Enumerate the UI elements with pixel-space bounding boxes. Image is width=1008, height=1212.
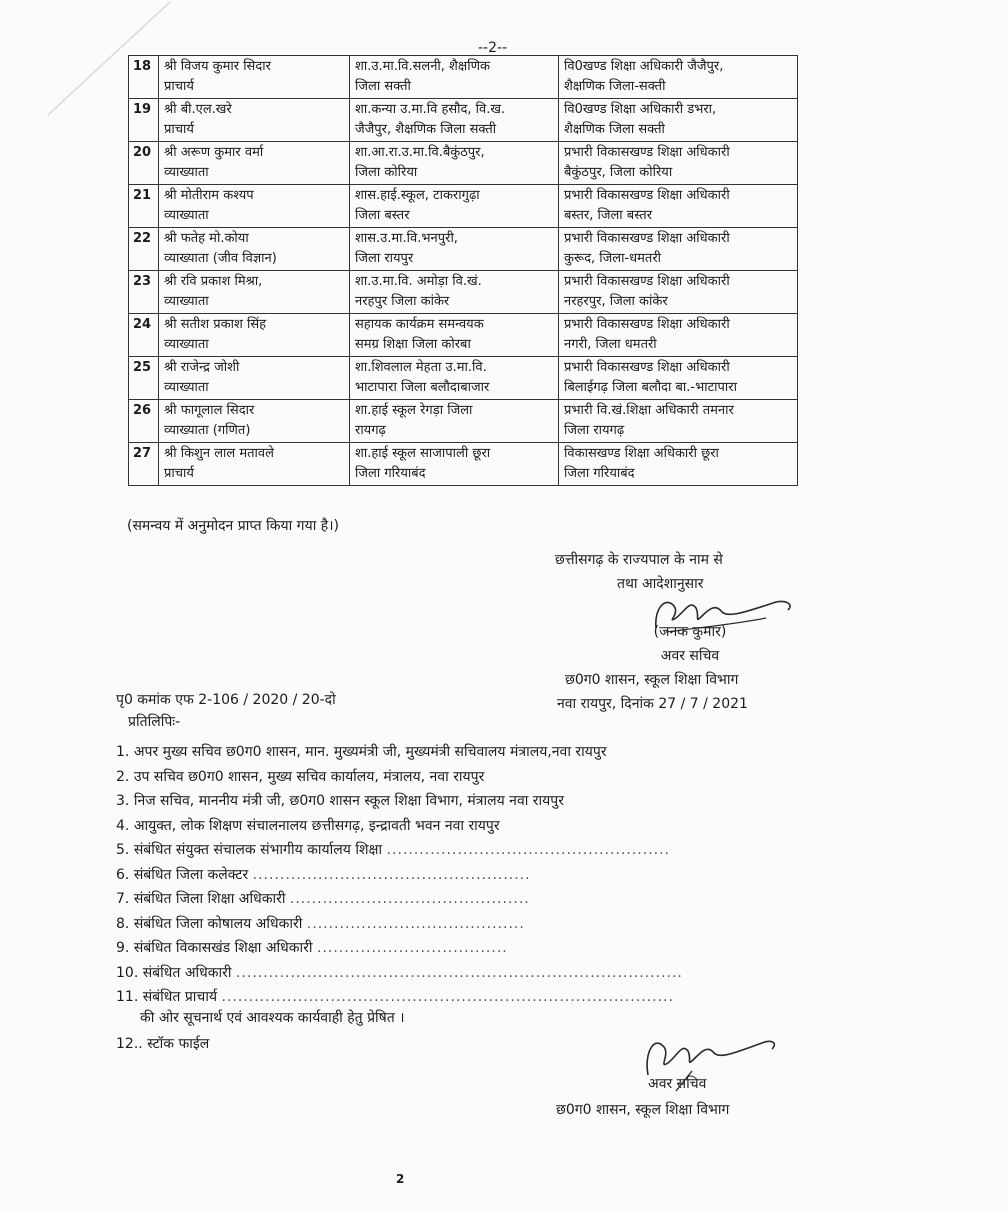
signatory-dept-block bbox=[557, 668, 748, 716]
to-cell bbox=[559, 56, 798, 99]
list-item bbox=[116, 838, 683, 863]
to-cell-line: प्रभारी विकासखण्ड शिक्षा अधिकारी bbox=[564, 317, 730, 332]
authority-line-1: छत्तीसगढ़ के राज्यपाल के नाम से bbox=[555, 552, 723, 568]
from-cell-line: शा.उ.मा.वि. अमोड़ा वि.खं. bbox=[355, 274, 482, 289]
list-item-text: संबंधित जिला कलेक्टर bbox=[133, 866, 249, 883]
from-cell bbox=[350, 357, 559, 400]
from-cell bbox=[350, 228, 559, 271]
from-cell-line: शा.कन्या उ.मा.वि हसौद, वि.ख. bbox=[355, 102, 506, 117]
page-number: 2 bbox=[396, 1172, 405, 1186]
list-item bbox=[116, 765, 683, 790]
serial-cell bbox=[129, 271, 159, 314]
to-cell-line: जिला रायगढ़ bbox=[564, 423, 625, 438]
table-row bbox=[129, 400, 798, 443]
list-item-text: संबंधित जिला शिक्षा अधिकारी bbox=[133, 891, 286, 907]
table-row bbox=[129, 99, 798, 142]
name-cell-line: श्री फागूलाल सिदार bbox=[164, 403, 255, 418]
to-cell-line: नगरी, जिला धमतरी bbox=[564, 337, 657, 352]
list-item-text: आयुक्त, लोक शिक्षण संचालनालय छत्तीसगढ़, इन्द्रावती भवन नवा रायपुर bbox=[133, 817, 500, 834]
to-cell bbox=[559, 142, 798, 185]
list-item-fill-line: ............................................ bbox=[289, 891, 530, 907]
serial-cell-line: 22 bbox=[133, 231, 152, 246]
copy-label: प्रतिलिपिः- bbox=[128, 714, 181, 730]
reference-number: पृ0 कमांक एफ 2-106 / 2020 / 20-दो bbox=[116, 692, 336, 708]
to-cell bbox=[559, 314, 798, 357]
list-item-number: 2. bbox=[116, 768, 130, 785]
page-marker: --2-- bbox=[478, 40, 508, 56]
from-cell bbox=[350, 443, 559, 486]
to-cell-line: प्रभारी वि.खं.शिक्षा अधिकारी तमनार bbox=[564, 403, 734, 418]
to-cell-line: प्रभारी विकासखण्ड शिक्षा अधिकारी bbox=[564, 145, 730, 160]
table-row bbox=[129, 443, 798, 486]
list-item bbox=[116, 863, 683, 888]
to-cell-line: शैक्षणिक जिला-सक्ती bbox=[564, 79, 666, 94]
list-item bbox=[116, 936, 683, 961]
list-item-text: संबंधित प्राचार्य bbox=[142, 989, 218, 1005]
from-cell-line: जिला सक्ती bbox=[355, 79, 411, 94]
list-item-number: 8. bbox=[116, 915, 130, 932]
approval-note: (समन्वय में अनुमोदन प्राप्त किया गया है।) bbox=[127, 518, 339, 534]
serial-cell-line: 19 bbox=[133, 102, 152, 117]
serial-cell bbox=[129, 142, 159, 185]
name-cell-line: श्री विजय कुमार सिदार bbox=[164, 59, 271, 74]
stock-file: 12.. स्टॉक फाईल bbox=[116, 1036, 210, 1052]
name-cell bbox=[159, 314, 350, 357]
from-cell-line: शा.हाई स्कूल साजापाली छूरा bbox=[355, 446, 491, 461]
serial-cell-line: 24 bbox=[133, 317, 152, 332]
from-cell bbox=[350, 185, 559, 228]
to-cell-line: प्रभारी विकासखण्ड शिक्षा अधिकारी bbox=[564, 274, 730, 289]
list-item-number: 3. bbox=[116, 793, 130, 809]
place-date: नवा रायपुर, दिनांक 27 / 7 / 2021 bbox=[557, 696, 748, 712]
to-cell-line: जिला गरियाबंद bbox=[564, 466, 635, 481]
list-item-fill-line: .................................................... bbox=[386, 842, 671, 858]
serial-cell-line: 25 bbox=[133, 360, 152, 375]
to-cell-line: नरहरपुर, जिला कांकेर bbox=[564, 294, 668, 309]
to-cell-line: प्रभारी विकासखण्ड शिक्षा अधिकारी bbox=[564, 360, 730, 375]
from-cell-line: समग्र शिक्षा जिला कोरबा bbox=[355, 337, 471, 352]
forward-note: की ओर सूचनार्थ एवं आवश्यक कार्यवाही हेतु प्रेषित । bbox=[140, 1010, 405, 1026]
to-cell bbox=[559, 357, 798, 400]
name-cell bbox=[159, 443, 350, 486]
serial-cell-line: 23 bbox=[133, 274, 152, 289]
from-cell-line: जिला गरियाबंद bbox=[355, 466, 426, 481]
to-cell bbox=[559, 99, 798, 142]
signatory2-dept: छ0ग0 शासन, स्कूल शिक्षा विभाग bbox=[556, 1102, 730, 1118]
name-cell-line: श्री किशुन लाल मतावले bbox=[164, 446, 274, 461]
from-cell bbox=[350, 142, 559, 185]
from-cell-line: भाटापारा जिला बलौदाबाजार bbox=[355, 380, 490, 395]
list-item-number: 4. bbox=[116, 817, 130, 834]
name-cell bbox=[159, 400, 350, 443]
name-cell-line: व्याख्याता bbox=[164, 380, 209, 395]
serial-cell bbox=[129, 185, 159, 228]
table-row bbox=[129, 314, 798, 357]
list-item bbox=[116, 740, 683, 765]
signatory2-designation: अवर सचिव bbox=[648, 1076, 707, 1092]
authority-line-2: तथा आदेशानुसार bbox=[617, 576, 704, 592]
to-cell bbox=[559, 400, 798, 443]
name-cell bbox=[159, 271, 350, 314]
serial-cell bbox=[129, 400, 159, 443]
to-cell-line: बैकुंठपुर, जिला कोरिया bbox=[564, 165, 673, 180]
table-row bbox=[129, 185, 798, 228]
serial-cell bbox=[129, 56, 159, 99]
to-cell bbox=[559, 185, 798, 228]
signatory-designation: अवर सचिव bbox=[660, 648, 720, 664]
name-cell-line: श्री बी.एल.खरे bbox=[164, 102, 232, 117]
name-cell-line: व्याख्याता bbox=[164, 294, 209, 309]
from-cell-line: नरहपुर जिला कांकेर bbox=[355, 294, 450, 309]
name-cell-line: श्री फतेह मो.कोया bbox=[164, 231, 249, 246]
serial-cell bbox=[129, 99, 159, 142]
to-cell bbox=[559, 228, 798, 271]
from-cell bbox=[350, 56, 559, 99]
to-cell-line: प्रभारी विकासखण्ड शिक्षा अधिकारी bbox=[564, 188, 730, 203]
list-item-text: निज सचिव, माननीय मंत्री जी, छ0ग0 शासन स्कूल शिक्षा विभाग, मंत्रालय नवा रायपुर bbox=[133, 793, 564, 809]
name-cell-line: श्री मोतीराम कश्यप bbox=[164, 188, 254, 203]
list-item bbox=[116, 814, 683, 839]
table-row bbox=[129, 56, 798, 99]
name-cell-line: व्याख्याता (जीव विज्ञान) bbox=[164, 251, 277, 266]
to-cell-line: वि0खण्ड शिक्षा अधिकारी डभरा, bbox=[564, 102, 717, 117]
from-cell-line: शास.हाई.स्कूल, टाकरागुढ़ा bbox=[355, 188, 480, 203]
name-cell bbox=[159, 357, 350, 400]
from-cell bbox=[350, 314, 559, 357]
from-cell-line: रायगढ़ bbox=[355, 423, 386, 438]
list-item-text: उप सचिव छ0ग0 शासन, मुख्य सचिव कार्यालय, मंत्रालय, नवा रायपुर bbox=[133, 768, 485, 785]
list-item-number: 6. bbox=[116, 866, 130, 883]
serial-cell-line: 21 bbox=[133, 188, 152, 203]
list-item-text: संबंधित संयुक्त संचालक संभागीय कार्यालय शिक्षा bbox=[133, 842, 383, 858]
serial-cell bbox=[129, 314, 159, 357]
table-row bbox=[129, 228, 798, 271]
serial-cell bbox=[129, 228, 159, 271]
list-item bbox=[116, 887, 683, 912]
from-cell-line: शा.उ.मा.वि.सलनी, शैक्षणिक bbox=[355, 59, 490, 74]
name-cell-line: व्याख्याता bbox=[164, 165, 209, 180]
from-cell-line: शा.शिवलाल मेहता उ.मा.वि. bbox=[355, 360, 487, 375]
signatory-block bbox=[620, 620, 760, 668]
name-cell-line: श्री रवि प्रकाश मिश्रा, bbox=[164, 274, 263, 289]
serial-cell-line: 27 bbox=[133, 446, 152, 461]
from-cell-line: शा.आ.रा.उ.मा.वि.बैकुंठपुर, bbox=[355, 145, 485, 160]
table-row bbox=[129, 271, 798, 314]
list-item bbox=[116, 789, 683, 814]
list-item-number: 1. bbox=[116, 744, 130, 760]
name-cell-line: व्याख्याता bbox=[164, 337, 209, 352]
from-cell-line: जिला बस्तर bbox=[355, 208, 410, 223]
list-item-text: संबंधित जिला कोषालय अधिकारी bbox=[133, 915, 303, 932]
list-item bbox=[116, 961, 683, 986]
signatory-dept: छ0ग0 शासन, स्कूल शिक्षा विभाग bbox=[565, 672, 739, 688]
list-item-fill-line: ................................................................................... bbox=[221, 989, 674, 1005]
name-cell bbox=[159, 228, 350, 271]
from-cell-line: जिला रायपुर bbox=[355, 251, 414, 266]
to-cell-line: प्रभारी विकासखण्ड शिक्षा अधिकारी bbox=[564, 231, 730, 246]
to-cell-line: बिलाईगढ़ जिला बलौदा बा.-भाटापारा bbox=[564, 380, 737, 395]
serial-cell-line: 26 bbox=[133, 403, 152, 418]
transfer-table bbox=[128, 55, 798, 486]
list-item-number: 10. bbox=[116, 964, 139, 981]
serial-cell-line: 18 bbox=[133, 59, 152, 74]
from-cell-line: शा.हाई स्कूल रेगड़ा जिला bbox=[355, 403, 473, 418]
name-cell-line: श्री राजेन्द्र जोशी bbox=[164, 360, 240, 375]
serial-cell bbox=[129, 357, 159, 400]
name-cell-line: प्राचार्य bbox=[164, 122, 194, 137]
list-item-number: 11. bbox=[116, 989, 139, 1005]
list-item-number: 5. bbox=[116, 842, 130, 858]
list-item-fill-line: ................................................... bbox=[252, 866, 531, 883]
name-cell-line: श्री सतीश प्रकाश सिंह bbox=[164, 317, 267, 332]
signatory-name: (जनक कुमार) bbox=[653, 624, 727, 640]
from-cell-line: जैजैपुर, शैक्षणिक जिला सक्ती bbox=[355, 122, 497, 137]
table-row bbox=[129, 142, 798, 185]
list-item-number: 9. bbox=[116, 940, 130, 956]
list-item-fill-line: ................................... bbox=[316, 940, 508, 956]
name-cell bbox=[159, 99, 350, 142]
list-item-text: अपर मुख्य सचिव छ0ग0 शासन, मान. मुख्यमंत्री जी, मुख्यमंत्री सचिवालय मंत्रालय,नवा रायपुर bbox=[133, 744, 607, 760]
to-cell-line: बस्तर, जिला बस्तर bbox=[564, 208, 653, 223]
from-cell bbox=[350, 99, 559, 142]
name-cell-line: व्याख्याता bbox=[164, 208, 209, 223]
name-cell bbox=[159, 56, 350, 99]
list-item-number: 7. bbox=[116, 891, 130, 907]
serial-cell-line: 20 bbox=[133, 145, 152, 160]
serial-cell bbox=[129, 443, 159, 486]
list-item-fill-line: .................................................................................. bbox=[235, 964, 683, 981]
name-cell-line: प्राचार्य bbox=[164, 466, 194, 481]
list-item-text: संबंधित विकासखंड शिक्षा अधिकारी bbox=[133, 940, 313, 956]
to-cell-line: विकासखण्ड शिक्षा अधिकारी छूरा bbox=[564, 446, 719, 461]
to-cell-line: शैक्षणिक जिला सक्ती bbox=[564, 122, 665, 137]
from-cell-line: शास.उ.मा.वि.भनपुरी, bbox=[355, 231, 458, 246]
from-cell-line: सहायक कार्यक्रम समन्वयक bbox=[355, 317, 484, 332]
list-item-fill-line: ........................................ bbox=[306, 915, 525, 932]
name-cell-line: श्री अरूण कुमार वर्मा bbox=[164, 145, 264, 160]
from-cell bbox=[350, 271, 559, 314]
to-cell bbox=[559, 271, 798, 314]
copy-list bbox=[116, 740, 683, 1010]
name-cell bbox=[159, 142, 350, 185]
name-cell-line: प्राचार्य bbox=[164, 79, 194, 94]
from-cell-line: जिला कोरिया bbox=[355, 165, 418, 180]
list-item bbox=[116, 912, 683, 937]
list-item-text: संबंधित अधिकारी bbox=[142, 964, 232, 981]
from-cell bbox=[350, 400, 559, 443]
name-cell bbox=[159, 185, 350, 228]
to-cell-line: वि0खण्ड शिक्षा अधिकारी जैजैपुर, bbox=[564, 59, 724, 74]
table-row bbox=[129, 357, 798, 400]
name-cell-line: व्याख्याता (गणित) bbox=[164, 423, 251, 438]
to-cell-line: कुरूद, जिला-धमतरी bbox=[564, 251, 662, 266]
to-cell bbox=[559, 443, 798, 486]
list-item bbox=[116, 985, 683, 1010]
